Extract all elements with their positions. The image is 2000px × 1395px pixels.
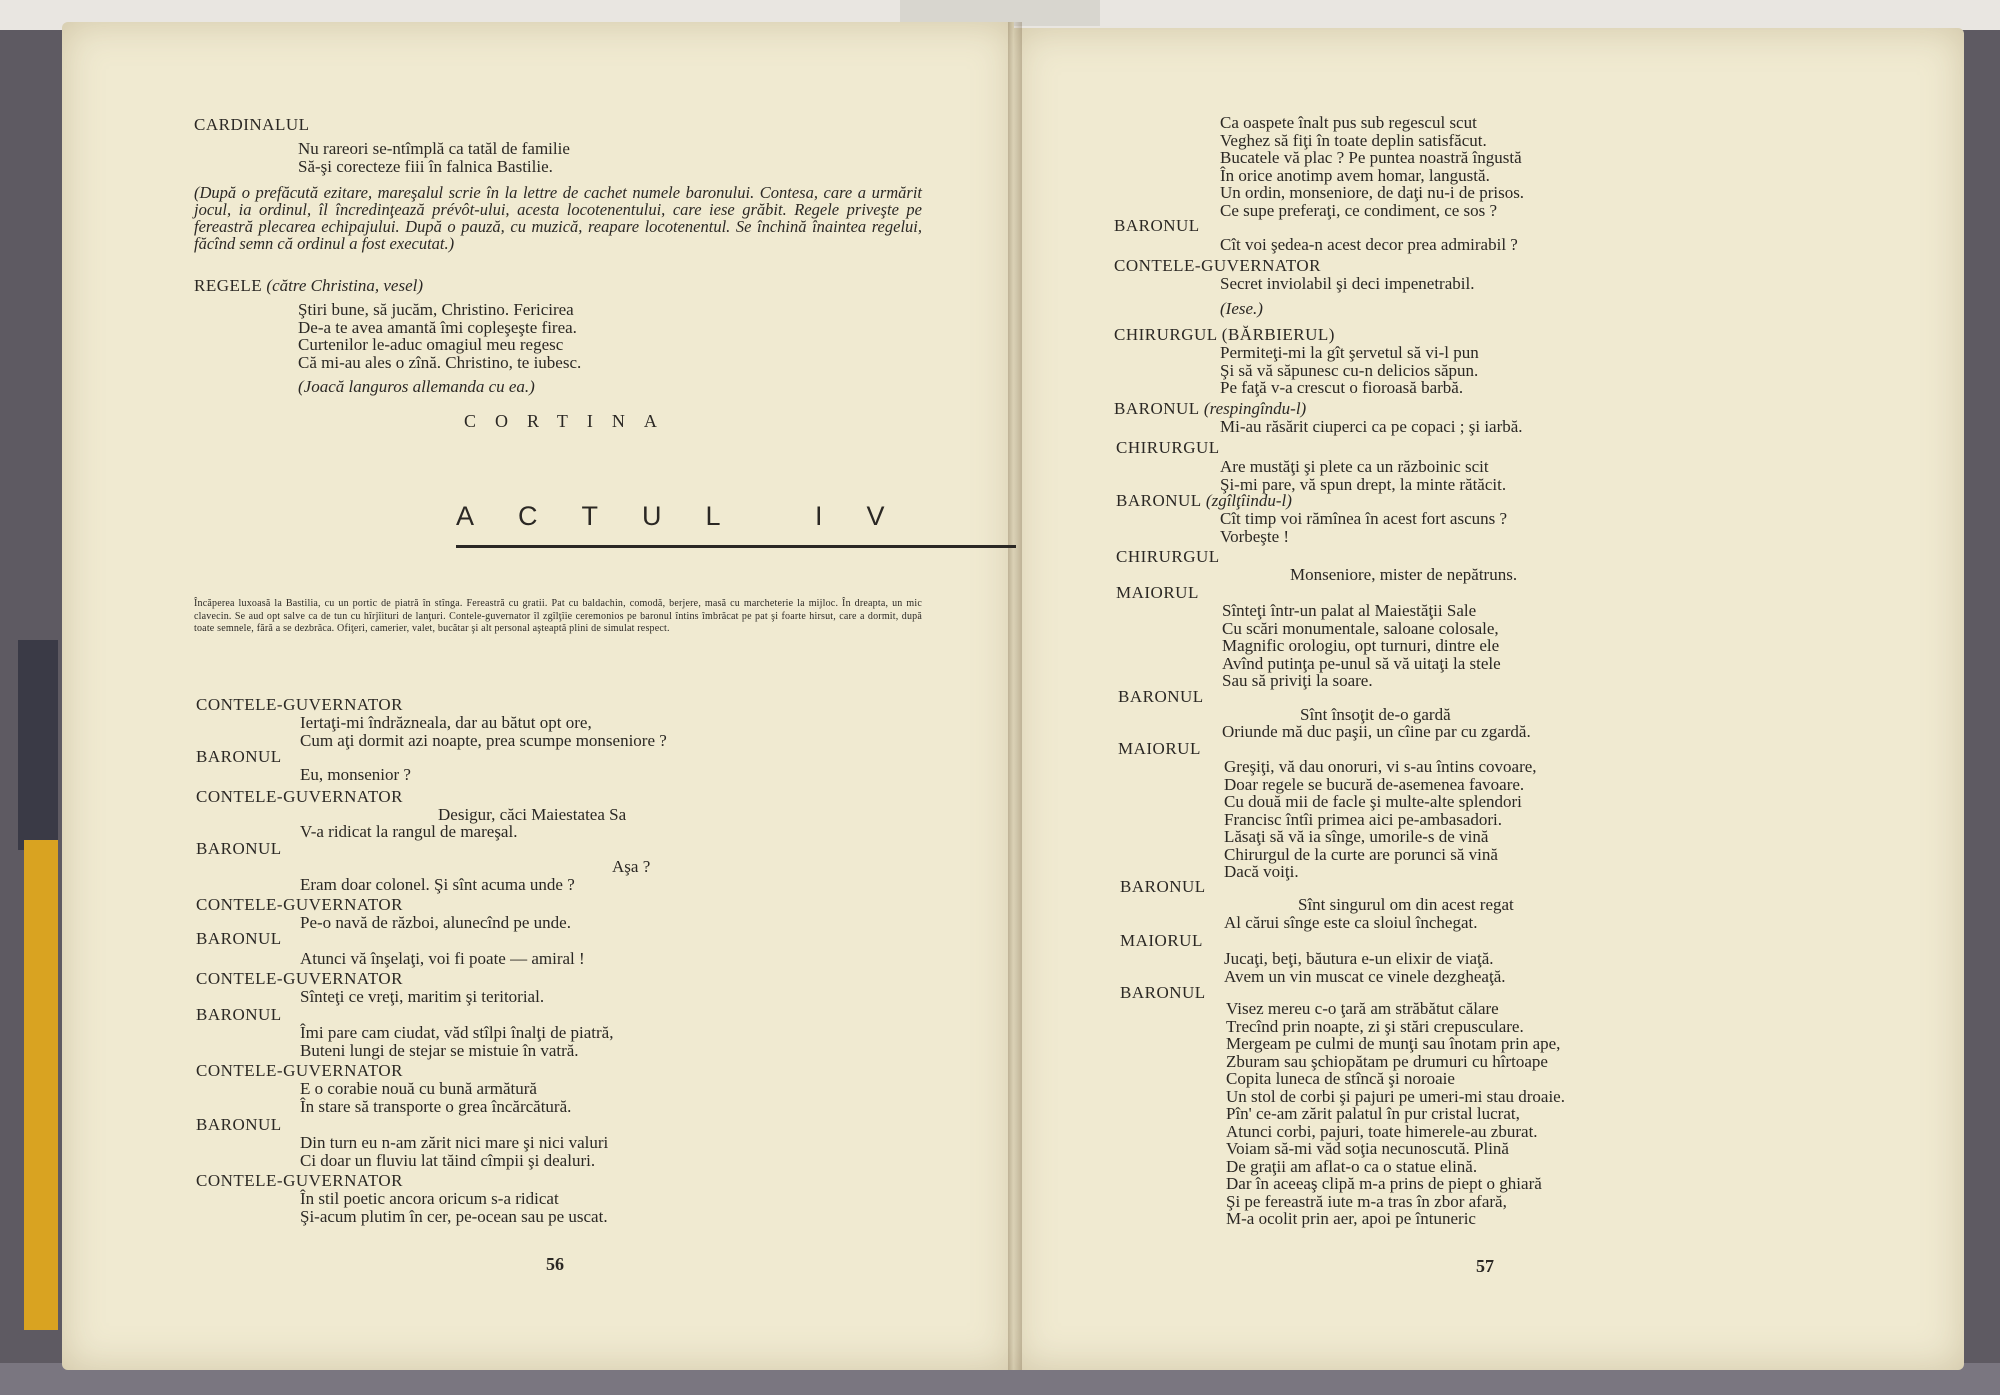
page-number-right: 57 bbox=[1476, 1256, 1494, 1276]
speaker-line bbox=[1114, 400, 1306, 418]
speaker: CONTELE-GUVERNATOR bbox=[1114, 256, 1322, 275]
verse: Atunci vă înşelaţi, voi fi poate — amiral ! bbox=[300, 949, 585, 968]
verse: Permiteţi-mi la gît şervetul să vi-l pun Şi să vă săpunesc cu-n delicios săpun. Pe faţă v-a crescut o fioroasă barbă. bbox=[1220, 343, 1479, 397]
speaker: CHIRURGUL bbox=[1116, 547, 1220, 566]
verse: Cît voi şedea-n acest decor prea admirabil ? bbox=[1220, 235, 1518, 254]
speaker: CONTELE-GUVERNATOR bbox=[196, 895, 404, 914]
verse: Aşa ? bbox=[612, 857, 651, 876]
verse: Greşiţi, vă dau onoruri, vi s-au întins covoare, Doar regele se bucură de-asemenea favoare. Cu două mii de facle şi multe-alte splendori Francisc întîi primea aici pe-ambasadori. Lăsaţi să vă ia sînge, umorile-s de vină Chirurgul de la curte are porunci să vină Dacă voiţi. bbox=[1224, 757, 1537, 881]
stage-direction-2: (Joacă languros allemanda cu ea.) bbox=[298, 377, 535, 396]
verse: Din turn eu n-am zărit nici mare şi nici valuri Ci doar un fluviu lat tăind cîmpii şi dealuri. bbox=[300, 1133, 609, 1170]
speaker: BARONUL bbox=[196, 929, 282, 948]
speaker: BARONUL bbox=[1120, 877, 1206, 896]
speaker-cardinalul: CARDINALUL bbox=[194, 115, 310, 134]
speaker-regele: REGELE bbox=[194, 276, 263, 295]
speaker: BARONUL bbox=[196, 1115, 282, 1134]
verse: Oriunde mă duc paşii, un cîine par cu zgardă. bbox=[1222, 722, 1531, 741]
stage-direction: (zgîlţîindu-l) bbox=[1205, 491, 1292, 510]
stage-direction: (respingîndu-l) bbox=[1203, 399, 1307, 418]
verse: În stil poetic ancora oricum s-a ridicat Şi-acum plutim în cer, pe-ocean sau pe uscat. bbox=[300, 1189, 608, 1226]
verse: Cît timp voi rămînea în acest fort ascuns ? Vorbeşte ! bbox=[1220, 509, 1508, 546]
cover-edge-dark bbox=[18, 640, 58, 850]
speaker: BARONUL bbox=[196, 839, 282, 858]
cardinal-verse: Nu rareori se-ntîmplă ca tatăl de familie Să-şi corecteze fiii în falnica Bastilie. bbox=[298, 139, 570, 176]
scene-setting: Încăperea luxoasă la Bastilia, cu un portic de piatră în stînga. Fereastră cu gratii. Pat cu baldachin, comodă, berjere, masă cu marcheterie la mijloc. În dreapta, un mic clavecin. Se aud opt salve ca de tun cu hîrjîituri de lanţuri. Contele-guvernator îl zgîlţîie ceremonios pe baronul întins îmbrăcat pe pat şi foarte hirsut, care a dormit, după toate semnele, fără a se dezbrăca. Ofiţeri, camerier, valet, bucătar şi alt personal aşteaptă plini de simulat respect. bbox=[194, 598, 922, 634]
verse: Sînteţi într-un palat al Maiestăţii Sale Cu scări monumentale, saloane colosale, Magnific orologiu, opt turnuri, dintre ele Avînd putinţa pe-unul să vă uitaţi la stele Sau să priviţi la soare. bbox=[1222, 601, 1501, 690]
verse: Desigur, căci Maiestatea Sa bbox=[438, 805, 627, 824]
verse: Visez mereu c-o ţară am străbătut călare Trecînd prin noapte, zi şi stări crepusculare. Mergeam pe culmi de munţi sau înotam prin ape, Zburam sau şchiopătam pe drumuri cu hîrtoape Copita luneca de stîncă şi noroaie Un stol de corbi şi pajuri pe umeri-mi stau droaie. Pîn' ce-am zărit palatul în pur cristal lucrat, Atunci corbi, pajuri, toate himerele-au zburat. Voiam să-mi văd soţia necunoscută. Plină De graţii am aflat-o ca o statue elină. Dar în aceeaş clipă m-a prins de piept o ghiară Şi pe fereastră iute m-a tras în zbor afară, M-a ocolit prin aer, apoi pe întuneric bbox=[1226, 999, 1565, 1228]
verse: Pe-o navă de război, alunecînd pe unde. bbox=[300, 913, 571, 932]
regele-direction: (către Christina, vesel) bbox=[266, 276, 423, 295]
verse: V-a ridicat la rangul de mareşal. bbox=[300, 822, 518, 841]
speaker: CONTELE-GUVERNATOR bbox=[196, 695, 404, 714]
speaker: MAIORUL bbox=[1116, 583, 1199, 602]
verse: Monseniore, mister de nepătruns. bbox=[1290, 565, 1518, 584]
speaker: CHIRURGUL (BĂRBIERUL) bbox=[1114, 325, 1335, 344]
speaker: BARONUL bbox=[196, 1005, 282, 1024]
stage-direction: (Iese.) bbox=[1220, 299, 1263, 318]
verse: Eu, monsenior ? bbox=[300, 765, 411, 784]
verse: Eram doar colonel. Şi sînt acuma unde ? bbox=[300, 875, 575, 894]
verse: Al cărui sînge este ca sloiul închegat. bbox=[1224, 913, 1478, 932]
speaker: CONTELE-GUVERNATOR bbox=[196, 787, 404, 806]
verse: Mi-au răsărit ciuperci ca pe copaci ; şi iarbă. bbox=[1220, 417, 1523, 436]
verse: Jucaţi, beţi, băutura e-un elixir de viaţă. Avem un vin muscat ce vinele dezgheaţă. bbox=[1224, 949, 1506, 986]
speaker: BARONUL bbox=[1116, 491, 1202, 510]
speaker-line bbox=[1116, 492, 1292, 510]
speaker: BARONUL bbox=[1114, 216, 1200, 235]
verse: Iertaţi-mi îndrăzneala, dar au bătut opt ore, Cum aţi dormit azi noapte, prea scumpe monseniore ? bbox=[300, 713, 667, 750]
verse: Ca oaspete înalt pus sub regescul scut Veghez să fiţi în toate deplin satisfăcut. Bucatele vă plac ? Pe puntea noastră îngustă În orice anotimp avem homar, langustă. Un ordin, monseniore, de daţi nu-i de prisos. Ce supe preferaţi, ce condiment, ce sos ? bbox=[1220, 113, 1525, 220]
verse: Sînt însoţit de-o gardă bbox=[1300, 705, 1451, 724]
speaker: MAIORUL bbox=[1118, 739, 1201, 758]
verse: Are mustăţi şi plete ca un războinic scit Şi-mi pare, vă spun drept, la minte rătăcit. bbox=[1220, 457, 1507, 494]
speaker: BARONUL bbox=[1118, 687, 1204, 706]
speaker: CONTELE-GUVERNATOR bbox=[196, 1171, 404, 1190]
act-title-rule bbox=[456, 545, 1016, 548]
cover-edge-yellow bbox=[24, 840, 58, 1330]
speaker: BARONUL bbox=[1114, 399, 1200, 418]
verse: Îmi pare cam ciudat, văd stîlpi înalţi de piatră, Buteni lungi de stejar se mistuie în vatră. bbox=[300, 1023, 614, 1060]
speaker: CONTELE-GUVERNATOR bbox=[196, 1061, 404, 1080]
regele-verse: Ştiri bune, să jucăm, Christino. Fericirea De-a te avea amantă îmi copleşeşte firea. Curtenilor le-aduc omagiul meu regesc Că mi-au ales o zînă. Christino, te iubesc. bbox=[298, 300, 582, 372]
book-gutter bbox=[1008, 22, 1022, 1370]
stage-direction-1: (După o prefăcută ezitare, mareşalul scrie în la lettre de cachet numele baronului. Contesa, care a urmărit jocul, ia ordinul, îl încredinţează prévôt-ului, acesta locotenentului, care iese grăbit. Regele priveşte pe fereastră plecarea echipajului. După o pauză, cu muzică, reapare locotenentul. Se închină înaintea regelui, făcînd semn că ordinul a fost executat.) bbox=[194, 183, 922, 253]
verse: Sînt singurul om din acest regat bbox=[1298, 895, 1514, 914]
speaker: MAIORUL bbox=[1120, 931, 1203, 950]
verse: Sînteţi ce vreţi, maritim şi teritorial. bbox=[300, 987, 545, 1006]
regele-line bbox=[194, 277, 423, 295]
speaker: BARONUL bbox=[196, 747, 282, 766]
speaker: BARONUL bbox=[1120, 983, 1206, 1002]
act-title: ACTUL IV bbox=[456, 501, 929, 531]
page-number-left: 56 bbox=[546, 1254, 564, 1274]
verse: E o corabie nouă cu bună armătură În stare să transporte o grea încărcătură. bbox=[300, 1079, 572, 1116]
verse: Secret inviolabil şi deci impenetrabil. bbox=[1220, 274, 1475, 293]
cortina-heading: CORTINA bbox=[464, 411, 676, 431]
speaker: CONTELE-GUVERNATOR bbox=[196, 969, 404, 988]
speaker: CHIRURGUL bbox=[1116, 438, 1220, 457]
